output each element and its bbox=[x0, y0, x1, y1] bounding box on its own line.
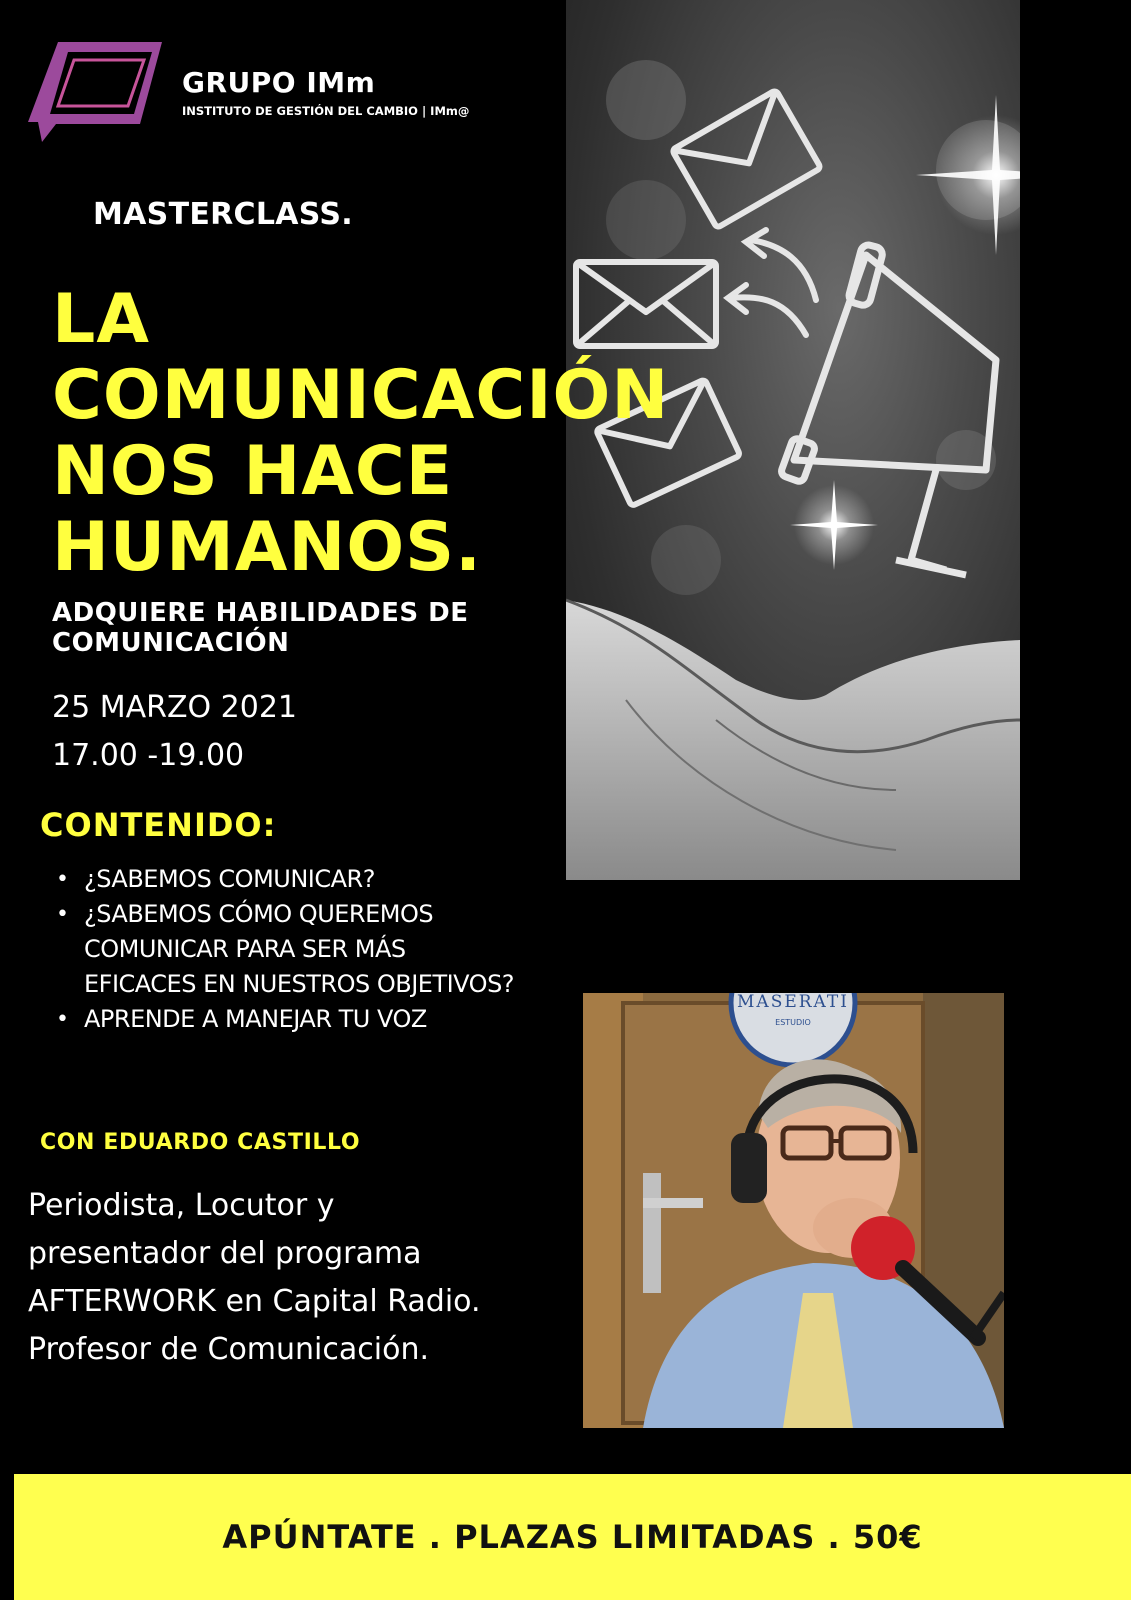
content-heading: CONTENIDO: bbox=[40, 806, 277, 844]
speaker-photo bbox=[583, 993, 1004, 1428]
footer-banner[interactable] bbox=[14, 1474, 1131, 1600]
footer-cta[interactable]: APÚNTATE . PLAZAS LIMITADAS . 50€ bbox=[222, 1518, 923, 1556]
content-list bbox=[56, 862, 516, 1037]
photo-sign-subtext: ESTUDIO bbox=[775, 1018, 811, 1027]
speech-bubble-icon bbox=[28, 38, 168, 142]
event-type-label: MASTERCLASS. bbox=[93, 197, 353, 232]
list-item: • ¿SABEMOS COMUNICAR? bbox=[56, 862, 516, 897]
photo-sign-text: MASERATI bbox=[737, 993, 849, 1012]
bio-line: AFTERWORK en Capital Radio. bbox=[28, 1284, 481, 1319]
headline bbox=[52, 282, 669, 586]
bio-line: Periodista, Locutor y bbox=[28, 1188, 335, 1223]
subheading bbox=[52, 598, 468, 658]
sparkle-icon bbox=[916, 95, 1020, 255]
list-item: • APRENDE A MANEJAR TU VOZ bbox=[56, 1002, 516, 1037]
subheading-line: ADQUIERE HABILIDADES DE bbox=[52, 598, 469, 628]
headline-line: NOS HACE bbox=[52, 432, 454, 511]
subheading-line: COMUNICACIÓN bbox=[52, 628, 290, 658]
bio-line: presentador del programa bbox=[28, 1236, 422, 1271]
open-hand-icon bbox=[566, 600, 1020, 880]
list-item: • ¿SABEMOS CÓMO QUEREMOS COMUNICAR PARA SER MÁS EFICACES EN NUESTROS OBJETIVOS? bbox=[56, 897, 516, 1002]
speaker-bio bbox=[28, 1182, 558, 1374]
speaker-heading: CON EDUARDO CASTILLO bbox=[40, 1130, 361, 1155]
event-time: 17.00 -19.00 bbox=[52, 738, 245, 773]
brand-subtitle: INSTITUTO DE GESTIÓN DEL CAMBIO | IMm@ bbox=[182, 104, 470, 118]
logo bbox=[28, 38, 168, 142]
headline-line: HUMANOS. bbox=[52, 508, 482, 587]
brand-name: GRUPO IMm bbox=[182, 66, 376, 99]
event-date: 25 MARZO 2021 bbox=[52, 690, 298, 725]
bio-line: Profesor de Comunicación. bbox=[28, 1332, 430, 1367]
headline-line: COMUNICACIÓN bbox=[52, 356, 670, 435]
headline-line: LA bbox=[52, 280, 150, 359]
